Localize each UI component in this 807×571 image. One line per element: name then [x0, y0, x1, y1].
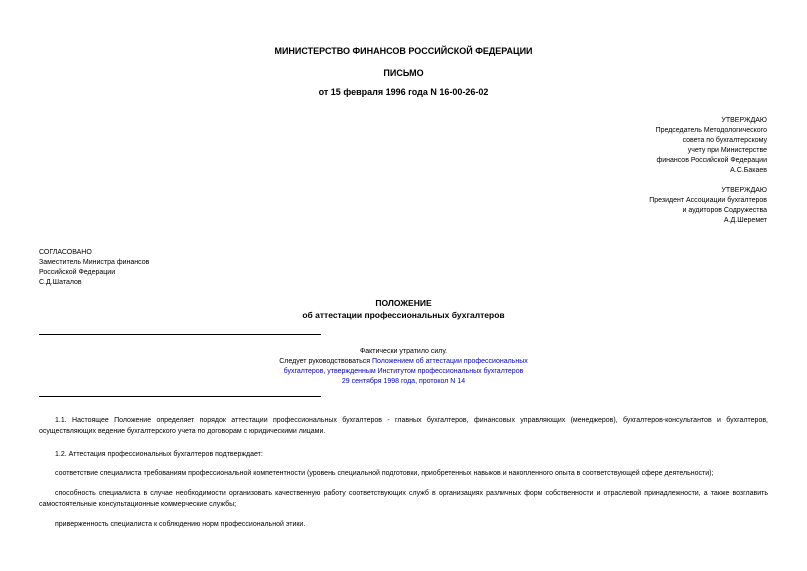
status-note	[0, 347, 807, 387]
approval-line: Президент Ассоциации бухгалтеров	[649, 197, 767, 204]
regulation-link-continued[interactable]: бухгалтеров, утвержденным Институтом профессиональных бухгалтеров	[283, 368, 524, 375]
agreed-block	[39, 248, 149, 288]
divider-top	[39, 334, 321, 335]
status-note-text: Следует руководствоваться	[279, 358, 372, 365]
title-line-1: ПОЛОЖЕНИЕ	[375, 298, 432, 308]
agreed-line: Российской Федерации	[39, 269, 116, 276]
paragraph-competence: соответствие специалиста требованиям профессиональной компетентности (уровень специальной подготовки, приобретенных навыков и накопленного опыта в соответствующей сфере деятельности);	[55, 470, 714, 477]
regulation-link[interactable]: Положением об аттестации профессиональных	[371, 358, 528, 365]
approval-block-methodological-council	[656, 116, 767, 176]
paragraph-1-1: 1.1. Настоящее Положение определяет порядок аттестации профессиональных бухгалтеров - главных бухгалтеров, финансовых управляющих (менеджеров), бухгалтеров-консультантов и бухгалтеров, осуществляющих ведение бухгалтерского учета по договорам с юридическими лицами.	[39, 417, 768, 435]
approval-line: А.Д.Шеремет	[723, 217, 767, 224]
agreed-line: Заместитель Министра финансов	[39, 259, 150, 266]
divider-bottom	[39, 396, 321, 397]
paragraph-1-2: 1.2. Аттестация профессиональных бухгалтеров подтверждает:	[55, 451, 263, 458]
agreed-line: С.Д.Шаталов	[39, 279, 82, 286]
status-note-line: Фактически утратило силу.	[359, 348, 448, 355]
paragraph-capability: способность специалиста в случае необходимости организовать качественную работу соответствующих служб в организациях различных форм собственности и отраслевой принадлежности, а также возглавить самостоятельные консультационные коммерческие службы;	[39, 490, 768, 508]
approval-line: УТВЕРЖДАЮ	[721, 117, 767, 124]
status-note-line	[0, 357, 807, 367]
approval-block-accountants-association	[649, 186, 767, 226]
approval-line: финансов Российской Федерации	[656, 157, 767, 164]
approval-line: совета по бухгалтерскому	[682, 137, 767, 144]
approval-line: учету при Министерстве	[687, 147, 767, 154]
document-date-number: от 15 февраля 1996 года N 16-00-26-02	[318, 87, 489, 97]
ministry-heading: МИНИСТЕРСТВО ФИНАНСОВ РОССИЙСКОЙ ФЕДЕРАЦИИ	[274, 46, 533, 56]
document-type: ПИСЬМО	[383, 68, 424, 78]
approval-line: УТВЕРЖДАЮ	[721, 187, 767, 194]
approval-line: А.С.Бакаев	[730, 167, 767, 174]
approval-line: Председатель Методологического	[655, 127, 767, 134]
agreed-line: СОГЛАСОВАНО	[39, 249, 92, 256]
approval-line: и аудиторов Содружества	[682, 207, 767, 214]
document-title	[0, 297, 807, 321]
regulation-link-date[interactable]: 29 сентября 1998 года, протокол N 14	[341, 378, 466, 385]
title-line-2: об аттестации профессиональных бухгалтеров	[302, 310, 505, 320]
paragraph-ethics: приверженность специалиста к соблюдению норм профессиональной этики.	[55, 521, 306, 528]
